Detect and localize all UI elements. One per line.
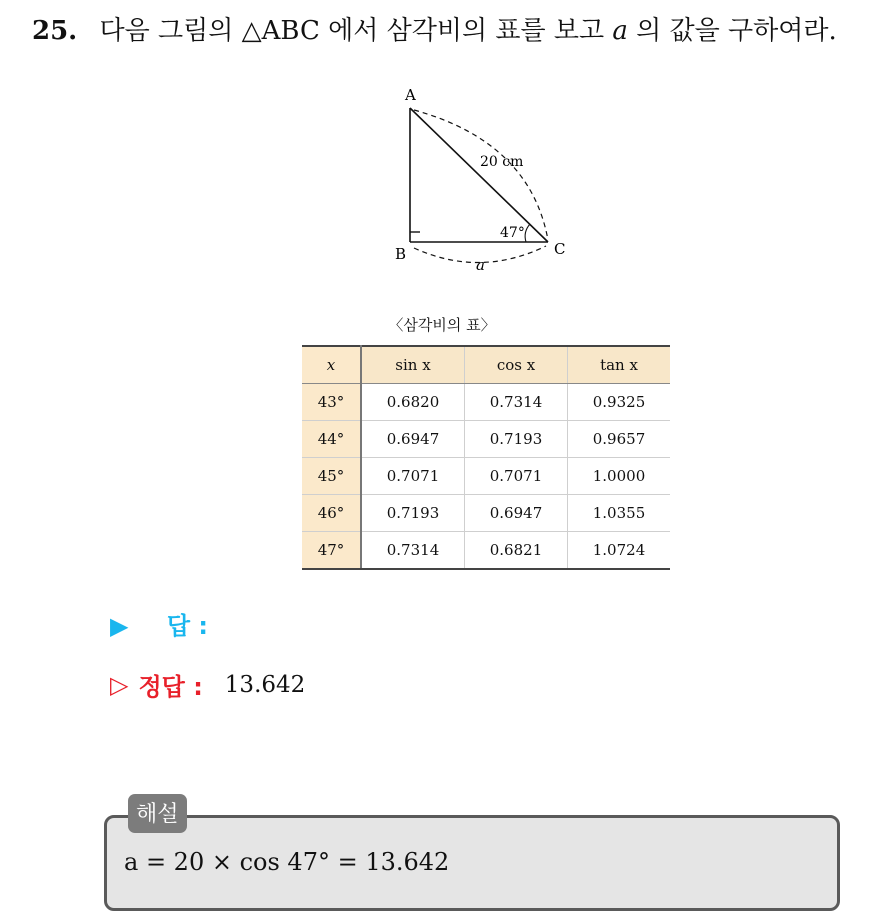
vertex-a-label: A — [405, 86, 416, 104]
cos-cell: 0.7071 — [465, 458, 568, 495]
cos-cell: 0.6821 — [465, 532, 568, 570]
triangle-figure — [380, 82, 580, 272]
angle-arc — [525, 224, 530, 242]
angle-label: 47° — [500, 225, 525, 241]
solution-tag: 해설 — [128, 794, 187, 833]
problem-variable: a — [612, 16, 628, 46]
vertex-c-label: C — [554, 240, 566, 258]
table-row — [302, 458, 670, 495]
angle-cell: 47° — [302, 532, 361, 570]
angle-cell: 46° — [302, 495, 361, 532]
tan-cell: 1.0724 — [568, 532, 671, 570]
angle-cell: 45° — [302, 458, 361, 495]
table-row — [302, 495, 670, 532]
cos-cell: 0.7314 — [465, 384, 568, 421]
sin-cell: 0.7071 — [361, 458, 465, 495]
side-ac — [410, 108, 548, 242]
base-length-label: a — [476, 256, 485, 272]
table-row — [302, 384, 670, 421]
tan-cell: 0.9657 — [568, 421, 671, 458]
angle-cell: 44° — [302, 421, 361, 458]
trig-table — [302, 345, 670, 570]
answer-label: 답 : — [166, 612, 208, 640]
table-header-row — [302, 346, 670, 384]
tan-cell: 0.9325 — [568, 384, 671, 421]
sin-cell: 0.7314 — [361, 532, 465, 570]
problem-statement — [32, 10, 837, 47]
sin-cell: 0.7193 — [361, 495, 465, 532]
header-tan: tan x — [568, 346, 671, 384]
problem-text-after: 의 값을 구하여라. — [636, 16, 837, 46]
cos-cell: 0.6947 — [465, 495, 568, 532]
correct-answer-value: 13.642 — [224, 671, 306, 698]
table-row — [302, 532, 670, 570]
header-cos: cos x — [465, 346, 568, 384]
sin-cell: 0.6820 — [361, 384, 465, 421]
correct-answer-label: 정답 : — [138, 673, 203, 701]
table-row — [302, 421, 670, 458]
tan-cell: 1.0000 — [568, 458, 671, 495]
cos-cell: 0.7193 — [465, 421, 568, 458]
answer-line — [110, 606, 208, 641]
vertex-b-label: B — [395, 245, 407, 263]
hypotenuse-brace — [414, 110, 548, 240]
filled-triangle-icon: ▶ — [110, 612, 129, 640]
problem-number: 25. — [32, 16, 78, 46]
angle-cell: 43° — [302, 384, 361, 421]
solution-formula: a = 20 × cos 47° = 13.642 — [124, 848, 450, 876]
outline-triangle-icon: ▷ — [110, 670, 129, 699]
correct-answer-line — [110, 667, 305, 702]
header-x: x — [302, 346, 361, 384]
problem-text-before: 다음 그림의 △ABC 에서 삼각비의 표를 보고 — [99, 16, 605, 46]
table-caption: 〈삼각비의 표〉 — [388, 316, 496, 334]
sin-cell: 0.6947 — [361, 421, 465, 458]
header-sin: sin x — [361, 346, 465, 384]
hypotenuse-length-label: 20 cm — [480, 154, 524, 170]
tan-cell: 1.0355 — [568, 495, 671, 532]
